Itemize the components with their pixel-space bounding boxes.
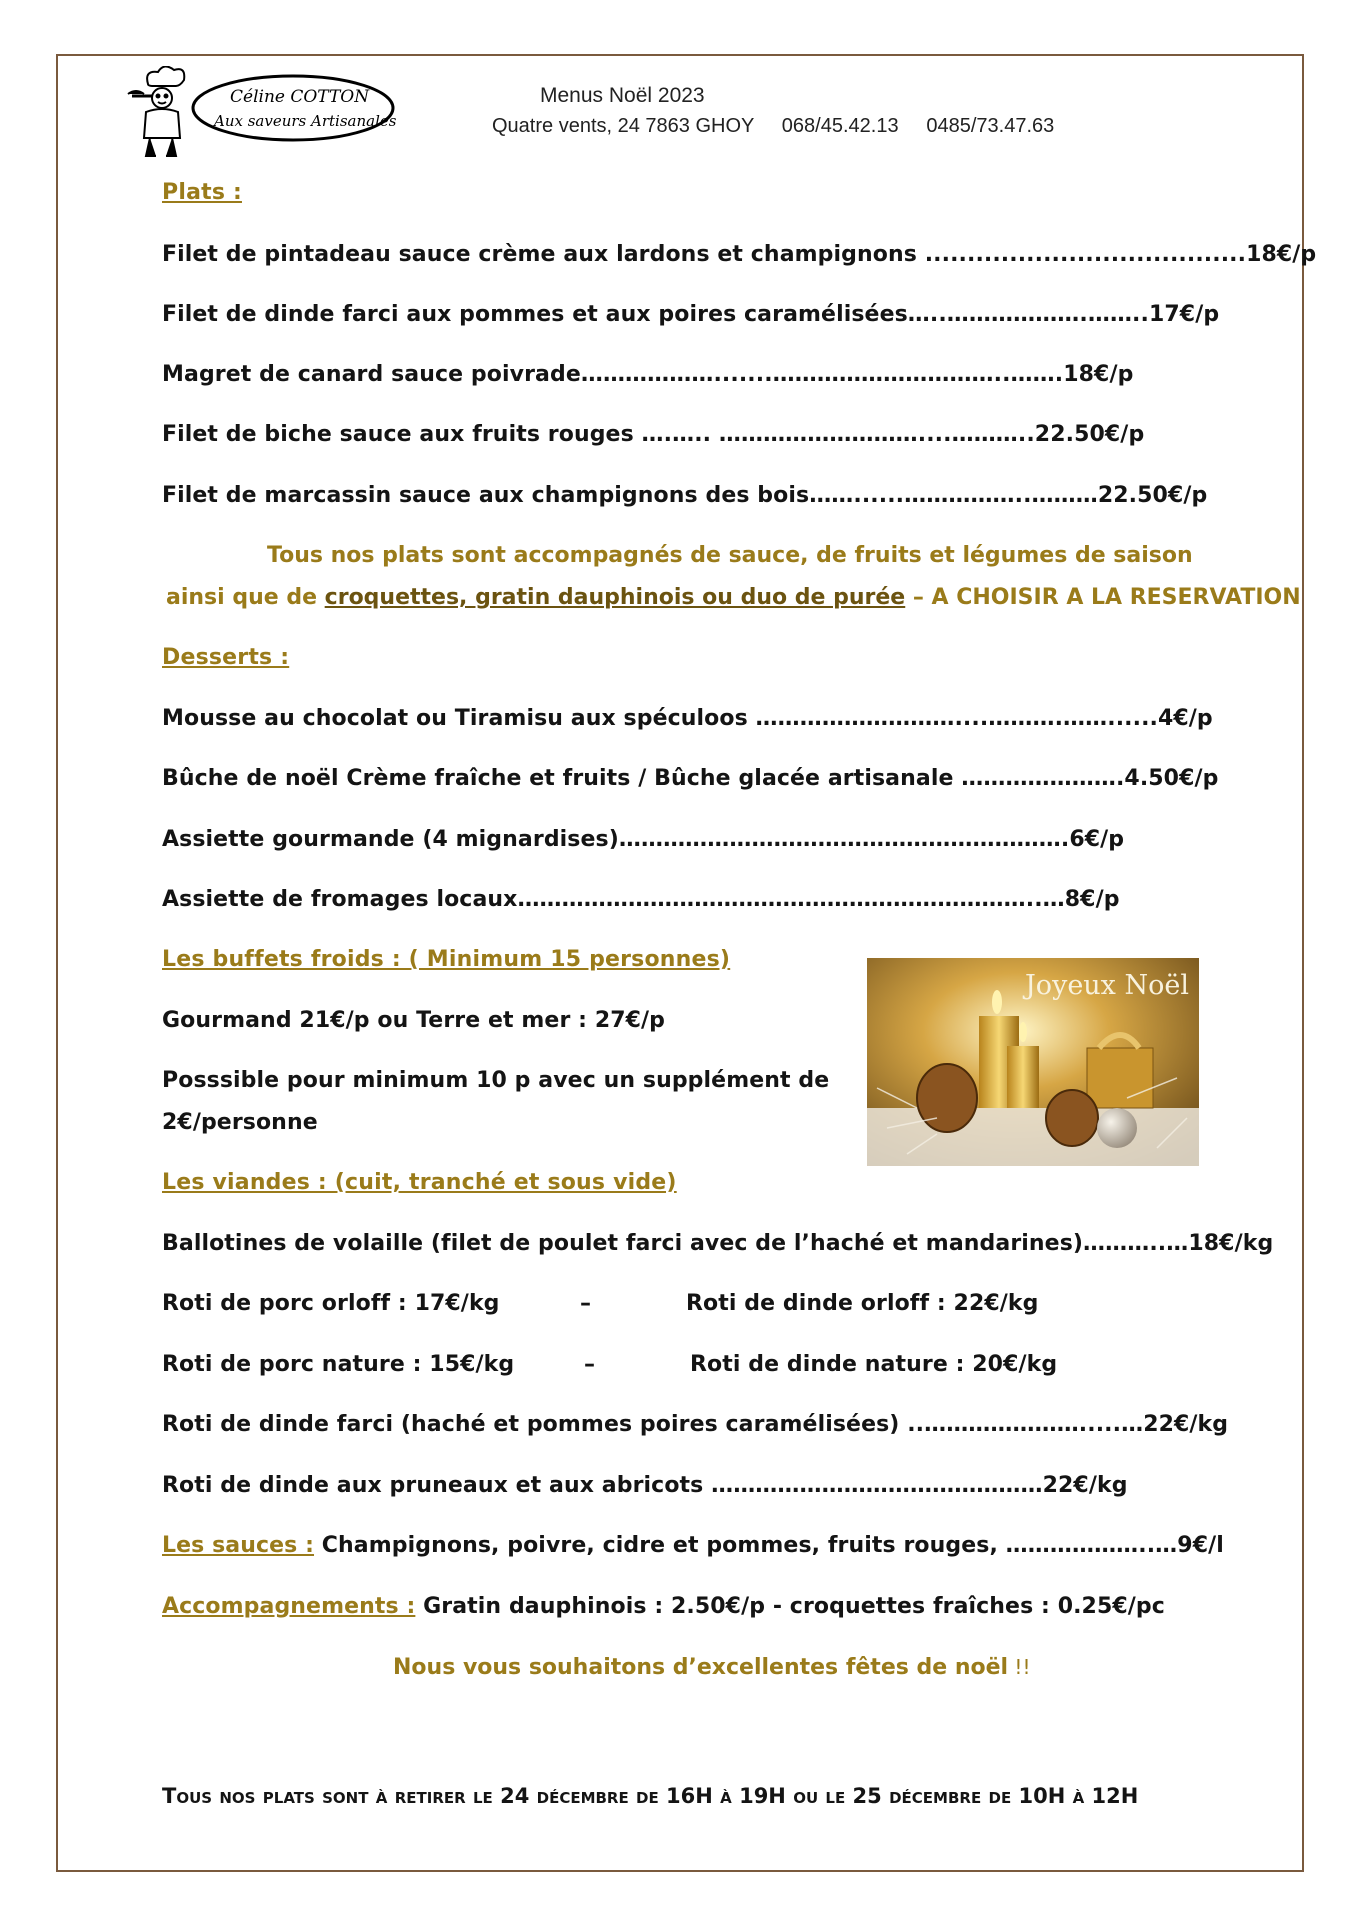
plats-note-underlined: croquettes, gratin dauphinois ou duo de purée	[324, 585, 906, 610]
separator-dash: –	[580, 1291, 591, 1316]
chef-icon	[128, 66, 184, 156]
sauces-heading: Les sauces :	[162, 1533, 315, 1558]
viande-dinde-pruneaux: Roti de dinde aux pruneaux et aux abricots ………………………………………22€/kg	[162, 1473, 1128, 1498]
pickup-info: Tous nos plats sont à retirer le 24 décembre de 16H à 19H ou le 25 décembre de 10H à 12H	[162, 1784, 1139, 1808]
viande-dinde-nature: Roti de dinde nature : 20€/kg	[690, 1352, 1058, 1377]
contact-address: Quatre vents, 24 7863 GHOY 068/45.42.13 0485/73.47.63	[492, 115, 1055, 137]
accompagnements-text: Gratin dauphinois : 2.50€/p - croquettes fraîches : 0.25€/pc	[415, 1594, 1165, 1619]
logo-tagline: Aux saveurs Artisanales	[214, 112, 397, 130]
plat-item: Filet de biche sauce aux fruits rouges ….….. ………………………....………..22.50€/p	[162, 422, 1145, 447]
viande-dinde-farci: Roti de dinde farci (haché et pommes poires caramélisées) ..………………….....…22€/kg	[162, 1412, 1229, 1437]
section-desserts-heading: Desserts :	[162, 645, 290, 670]
viande-porc-nature: Roti de porc nature : 15€/kg	[162, 1352, 515, 1377]
plats-note-line2	[166, 585, 1301, 610]
accompagnements-heading: Accompagnements :	[162, 1594, 416, 1619]
pinecone-icon	[917, 1064, 977, 1132]
buffet-prices: Gourmand 21€/p ou Terre et mer : 27€/p	[162, 1008, 666, 1033]
flame-icon	[1019, 1022, 1027, 1042]
viande-dinde-orloff: Roti de dinde orloff : 22€/kg	[686, 1291, 1039, 1316]
viande-ballotines: Ballotines de volaille (filet de poulet farci avec de l’haché et mandarines)………..…18€/kg	[162, 1231, 1274, 1256]
flame-icon	[992, 990, 1002, 1014]
wishes-suffix: !!	[1008, 1655, 1031, 1679]
accompagnements-line	[162, 1594, 1165, 1619]
dessert-item: Assiette de fromages locaux……………………………………………………………..…8€/p	[162, 887, 1120, 912]
separator-dash: –	[584, 1352, 595, 1377]
buffet-supplement: 2€/personne	[162, 1110, 318, 1135]
chef-logo	[118, 66, 398, 162]
plat-item: Filet de marcassin sauce aux champignons des bois……......……………..………22.50€/p	[162, 483, 1208, 508]
dessert-item: Bûche de noël Crème fraîche et fruits / Bûche glacée artisanale ………………….4.50€/p	[162, 766, 1219, 791]
sauces-line	[162, 1533, 1224, 1558]
candle-icon	[1007, 1046, 1039, 1108]
section-plats-heading: Plats :	[162, 180, 242, 205]
buffet-condition: Posssible pour minimum 10 p avec un supplément de	[162, 1068, 830, 1093]
section-viandes-heading: Les viandes : (cuit, tranché et sous vide)	[162, 1170, 677, 1195]
plats-note-prefix: ainsi que de	[166, 585, 325, 610]
plat-item: Filet de pintadeau sauce crème aux lardons et champignons ......................................18€/p	[162, 242, 1317, 267]
dessert-item: Assiette gourmande (4 mignardises)…………………………………………………….6€/p	[162, 827, 1125, 852]
plat-item: Filet de dinde farci aux pommes et aux poires caramélisées…..……………….……..17€/p	[162, 302, 1220, 327]
wishes-line	[393, 1655, 1030, 1680]
logo-oval	[193, 76, 393, 140]
plats-note-line1: Tous nos plats sont accompagnés de sauce, de fruits et légumes de saison	[267, 543, 1193, 568]
dessert-item: Mousse au chocolat ou Tiramisu aux spéculoos ………………………....……….……......4€/p	[162, 706, 1213, 731]
plats-note-suffix: – A CHOISIR A LA RESERVATION	[905, 585, 1301, 610]
logo-name: Céline COTTON	[230, 87, 370, 107]
viande-porc-orloff: Roti de porc orloff : 17€/kg	[162, 1291, 500, 1316]
section-buffets-heading: Les buffets froids : ( Minimum 15 personnes)	[162, 947, 731, 972]
gift-icon	[1087, 1048, 1153, 1108]
photo-caption: Joyeux Noël	[1024, 970, 1189, 1001]
plat-item: Magret de canard sauce poivrade……………….......…………………………..…….18€/p	[162, 362, 1134, 387]
christmas-photo	[867, 958, 1199, 1166]
sauces-text: Champignons, poivre, cidre et pommes, fruits rouges, ………………..…9€/l	[314, 1533, 1224, 1558]
ornament-ball-icon	[1097, 1108, 1137, 1148]
wishes-text: Nous vous souhaitons d’excellentes fêtes de noël	[393, 1655, 1009, 1680]
page-title: Menus Noël 2023	[540, 84, 705, 107]
pinecone-icon	[1046, 1090, 1098, 1146]
